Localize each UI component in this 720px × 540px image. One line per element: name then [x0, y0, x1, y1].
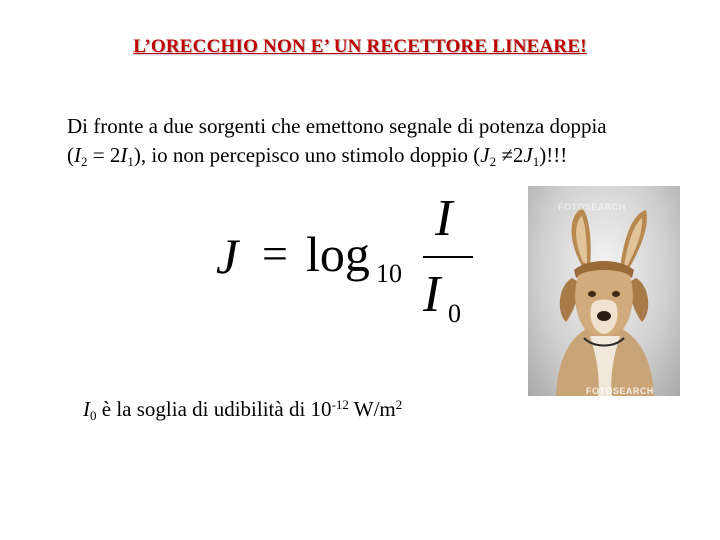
var-I0: I [83, 397, 90, 421]
sub-J2: 2 [489, 154, 497, 169]
note-text: è la soglia di udibilità di 10 [96, 397, 332, 421]
sub-J1: 1 [532, 154, 540, 169]
slide-title: L’ORECCHIO NON E’ UN RECETTORE LINEARE! [133, 36, 587, 57]
var-I1: I [120, 143, 128, 167]
formula-denominator: I [423, 266, 441, 323]
threshold-note [83, 397, 402, 422]
sub-0: 0 [90, 408, 97, 423]
neq-text: ≠2 [496, 143, 524, 167]
loudness-formula [212, 190, 482, 335]
var-J1: J [523, 143, 533, 167]
watermark-bottom: FOTOSEARCH [586, 386, 654, 396]
paren-open: ( [67, 143, 74, 167]
unit-exponent: 2 [395, 397, 403, 412]
exponent: -12 [331, 397, 349, 412]
dog-bunny-ears-photo [528, 186, 680, 396]
formula-log-base: 10 [376, 259, 402, 288]
formula-denominator-sub: 0 [448, 299, 461, 328]
sub-2: 2 [81, 154, 88, 169]
var-I2: I [74, 143, 81, 167]
var-J2: J [480, 143, 490, 167]
paragraph-line1: Di fronte a due sorgenti che emettono segnale di potenza doppia [67, 114, 607, 138]
dog-illustration [528, 186, 680, 396]
formula-numerator: I [435, 190, 453, 247]
formula-lhs: J [216, 228, 239, 284]
watermark-top: FOTOSEARCH [558, 202, 626, 212]
unit-text: W/m [348, 397, 396, 421]
formula-equals: = [262, 228, 288, 279]
fraction-bar [423, 256, 473, 258]
intro-paragraph [67, 112, 707, 170]
eq-text: = 2 [87, 143, 121, 167]
end-text: )!!! [539, 143, 568, 167]
sub-1: 1 [127, 154, 134, 169]
mid-text: ), io non percepisco uno stimolo doppio ( [133, 143, 481, 167]
formula-log: log [306, 226, 370, 282]
